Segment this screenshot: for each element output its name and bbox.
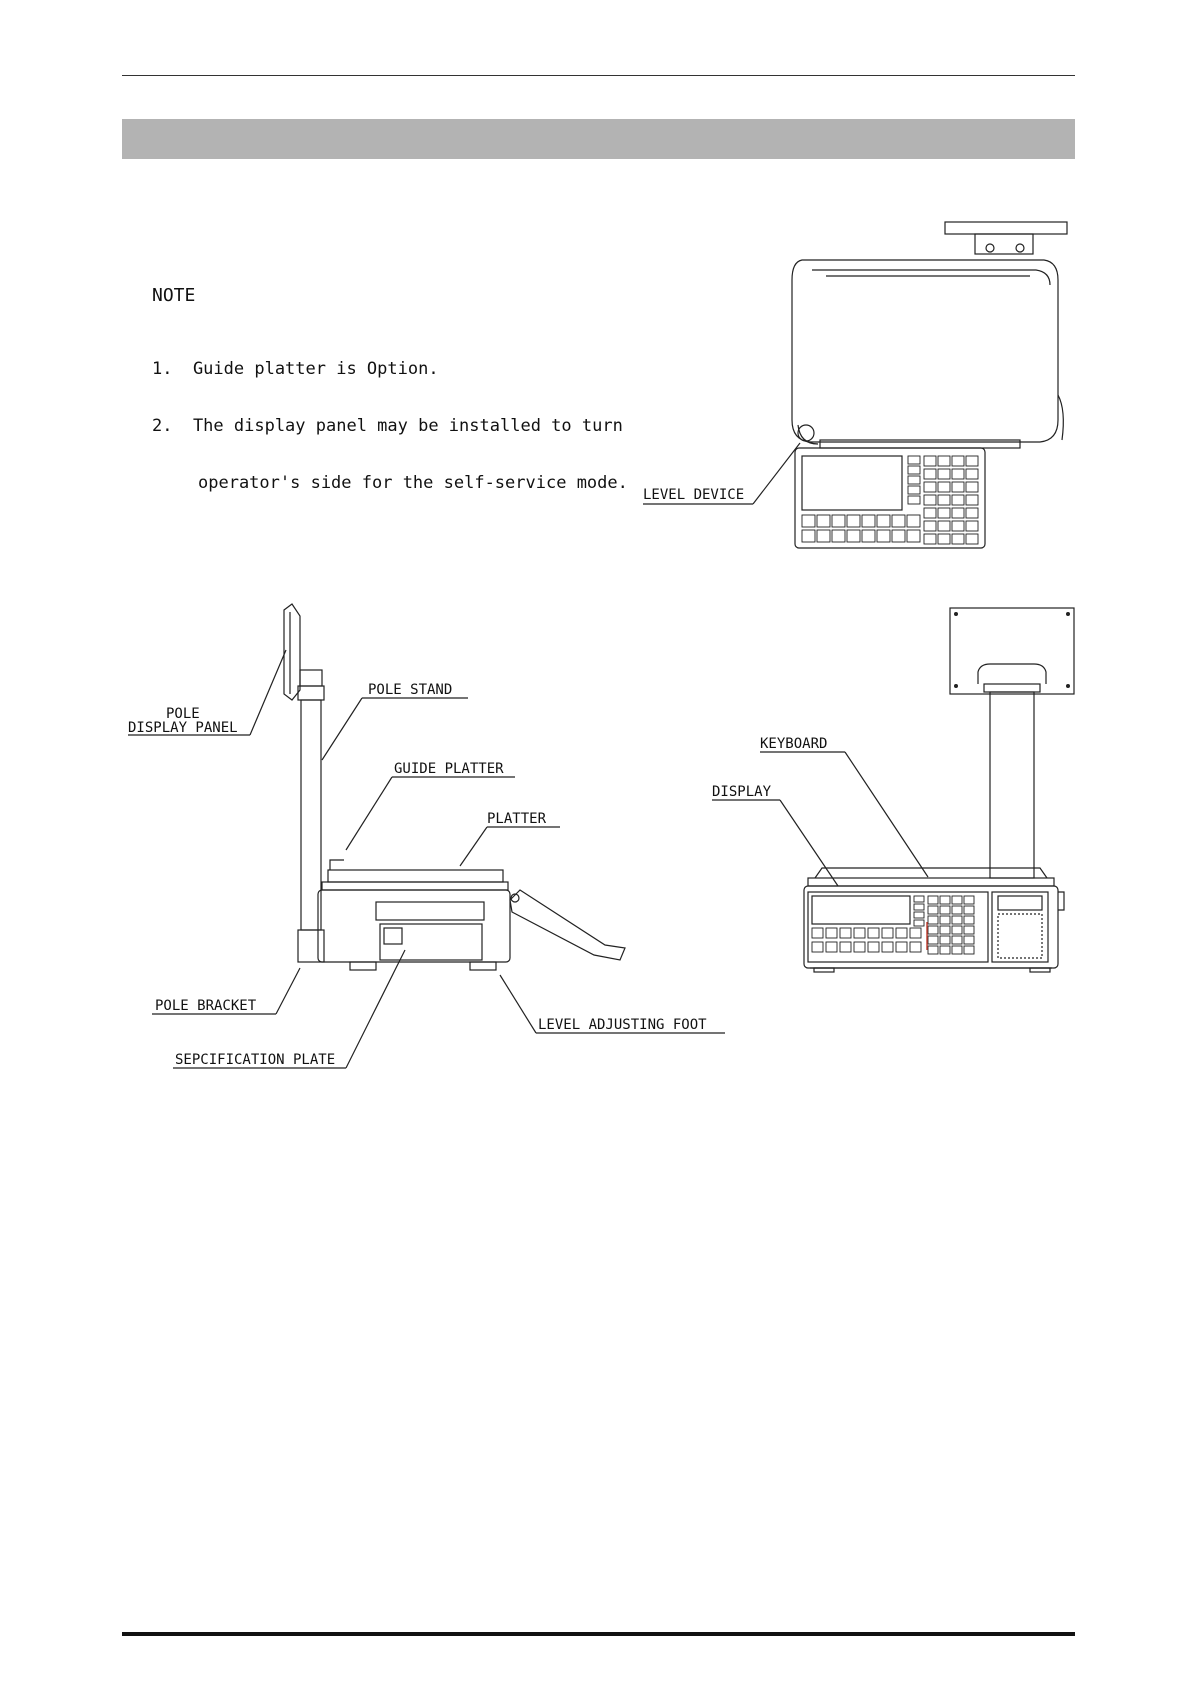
label-keyboard: KEYBOARD: [760, 736, 828, 752]
front-guide-platter: [815, 868, 1047, 878]
side-platter: [328, 870, 503, 882]
side-foot-left: [350, 962, 376, 970]
front-display-window: [812, 896, 910, 924]
label-specification-plate: SEPCIFICATION PLATE: [175, 1052, 336, 1068]
top-keypad-grid: [802, 456, 978, 544]
side-keyboard-tilt: [510, 890, 625, 960]
top-pole-mount: [975, 234, 1033, 254]
leader-pole-stand: [322, 698, 362, 760]
leader-guide-platter: [346, 777, 392, 850]
mount-hole-left: [986, 244, 994, 252]
label-guide-platter: GUIDE PLATTER: [394, 761, 504, 777]
side-guide-platter: [330, 860, 344, 870]
front-printer-unit: [992, 892, 1048, 962]
leader-level-adjusting-foot: [500, 975, 536, 1033]
label-platter: PLATTER: [487, 811, 547, 827]
side-pole-bracket: [298, 930, 324, 962]
leader-display-panel: [250, 650, 286, 735]
footer-rule: [122, 1632, 1075, 1636]
leader-pole-bracket: [276, 968, 300, 1014]
side-foot-right: [470, 962, 496, 970]
top-pole-display: [945, 222, 1067, 234]
label-level-adjusting-foot: LEVEL ADJUSTING FOOT: [538, 1017, 707, 1033]
note-item-2: 2. The display panel may be installed to turn: [152, 416, 623, 436]
side-specification-plate: [380, 924, 482, 960]
note-title: NOTE: [152, 285, 196, 306]
front-keypad-grid: [812, 896, 974, 954]
leader-keyboard: [845, 752, 928, 877]
front-platter: [808, 878, 1054, 886]
leader-platter: [460, 827, 487, 866]
label-display-panel: DISPLAY PANEL: [128, 720, 238, 736]
note-item-2-continuation: operator's side for the self-service mode.: [198, 473, 628, 493]
label-level-device: LEVEL DEVICE: [643, 487, 745, 503]
leader-level-device: [753, 443, 800, 504]
label-pole-stand: POLE STAND: [368, 682, 453, 698]
label-pole-bracket: POLE BRACKET: [155, 998, 257, 1014]
top-display-window: [802, 456, 902, 510]
side-scale-body: [318, 890, 510, 962]
label-pole: POLE: [166, 706, 200, 722]
leader-display: [780, 800, 838, 886]
front-printer-grille: [998, 914, 1042, 958]
front-pole-display: [950, 608, 1074, 694]
note-item-1: 1. Guide platter is Option.: [152, 359, 439, 379]
label-display: DISPLAY: [712, 784, 772, 800]
front-pole-stand: [990, 692, 1034, 878]
front-scale-body: [804, 886, 1058, 968]
top-platter-outer: [792, 260, 1058, 442]
side-pole-head: [300, 670, 322, 686]
mount-hole-right: [1016, 244, 1024, 252]
front-pole-mount: [978, 664, 1046, 684]
